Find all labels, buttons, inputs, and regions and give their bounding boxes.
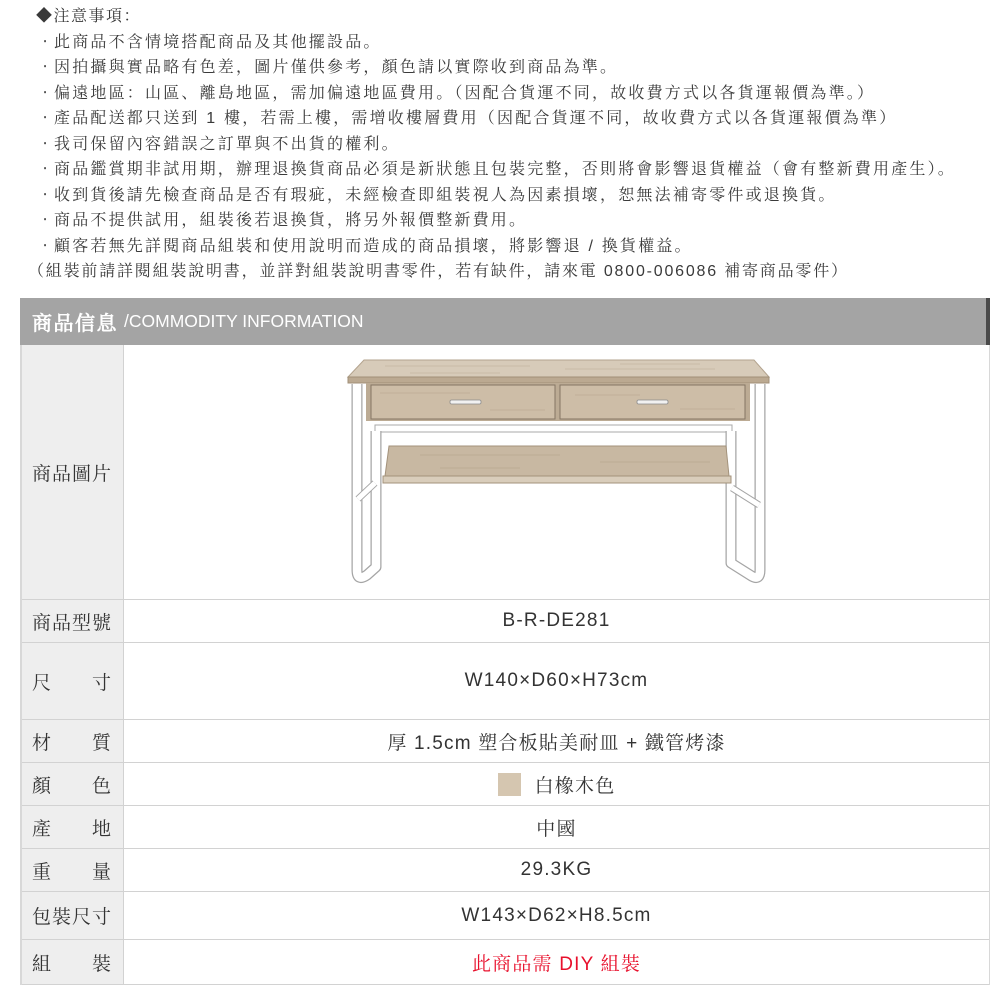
notice-item [0,81,1000,107]
right-drawer-handle [637,400,668,404]
bullet-dot: ‧ [42,212,48,229]
info-header [20,298,990,345]
notice-item-text: 偏遠地區：山區、離島地區，需加偏遠地區費用。（因配合貨運不同，故收費方式以各貨運報價為準。） [54,84,876,102]
bullet-dot: ‧ [42,161,48,178]
label-product-image: 商品圖片 [22,345,124,599]
notice-item-text: 商品鑑賞期非試用期，辦理退換貨商品必須是新狀態且包裝完整，否則將會影響退貨權益（會有整新費用產生）。 [54,161,957,178]
lower-shelf-edge [383,476,731,483]
notice-section [0,4,1000,285]
notice-item-text: 產品配送都只送到 1 樓，若需上樓，需增收樓層費用（因配合貨運不同，故收費方式以各貨運報價為準） [54,110,898,127]
notice-item [0,208,1000,234]
commodity-info-table [20,298,990,985]
notice-item [0,106,1000,132]
value-material: 厚 1.5cm 塑合板貼美耐皿 + 鐵管烤漆 [387,732,726,754]
row-size [22,643,989,720]
bullet-dot: ‧ [42,84,48,102]
notice-item-text: 因拍攝與實品略有色差，圖片僅供參考，顏色請以實際收到商品為準。 [54,59,619,76]
row-assembly [22,940,989,985]
row-package-size [22,892,989,940]
bullet-dot: ‧ [42,59,48,76]
label-assembly: 組 裝 [22,940,124,984]
desk-illustration [124,345,989,599]
label-model: 商品型號 [22,600,124,642]
value-assembly-text: 此商品需 DIY 組裝 [471,953,642,975]
notice-item-text: 我司保留內容錯誤之訂單與不出貨的權利。 [54,135,400,153]
label-material: 材 質 [22,720,124,762]
notice-item [0,55,1000,81]
notice-item-text: 收到貨後請先檢查商品是否有瑕疵，未經檢查即組裝視人為因素損壞，恕無法補寄零件或退換貨。 [54,186,837,204]
lower-shelf-top [385,446,729,476]
info-header-title: 商品信息 [32,313,118,335]
notice-item [0,234,1000,260]
notice-item [0,183,1000,209]
value-color-text: 白橡木色 [534,775,616,797]
value-weight: 29.3KG [520,859,593,880]
bullet-dot: ‧ [42,135,48,153]
info-header-subtitle: /COMMODITY INFORMATION [124,311,364,331]
tabletop-edge [348,377,769,383]
label-color: 顏 色 [22,763,124,805]
value-origin: 中國 [536,818,577,840]
label-size: 尺 寸 [22,643,124,719]
label-package-size: 包裝尺寸 [22,892,124,939]
row-color [22,763,989,806]
left-drawer-handle [450,400,481,404]
notice-item [0,132,1000,158]
color-swatch [498,773,521,796]
rear-crossbar [375,425,732,432]
bullet-dot: ‧ [42,110,48,127]
value-package-size: W143×D62×H8.5cm [461,904,652,926]
value-product-image [124,345,989,599]
label-origin: 產 地 [22,806,124,848]
notice-item-text: 此商品不含情境搭配商品及其他擺設品。 [54,33,382,51]
value-model: B-R-DE281 [502,610,611,631]
value-size: W140×D60×H73cm [464,670,649,691]
notice-footnote: （組裝前請詳閱組裝說明書，並詳對組裝說明書零件，若有缺件，請來電 0800-006086 補寄商品零件） [28,263,849,280]
row-product-image [22,345,989,600]
bullet-dot: ‧ [42,186,48,204]
notice-item-text: 商品不提供試用，組裝後若退換貨，將另外報價整新費用。 [54,212,528,229]
value-color [124,763,989,805]
row-weight [22,849,989,892]
notice-item-text: 顧客若無先詳閱商品組裝和使用說明而造成的商品損壞，將影響退 / 換貨權益。 [54,237,693,255]
row-material [22,720,989,763]
notice-item [0,30,1000,56]
notice-title: ◆注意事項： [36,8,142,25]
row-origin [22,806,989,849]
bullet-dot: ‧ [42,33,48,51]
info-body [20,345,990,985]
row-model [22,600,989,643]
label-weight: 重 量 [22,849,124,891]
notice-item [0,157,1000,183]
bullet-dot: ‧ [42,237,48,255]
